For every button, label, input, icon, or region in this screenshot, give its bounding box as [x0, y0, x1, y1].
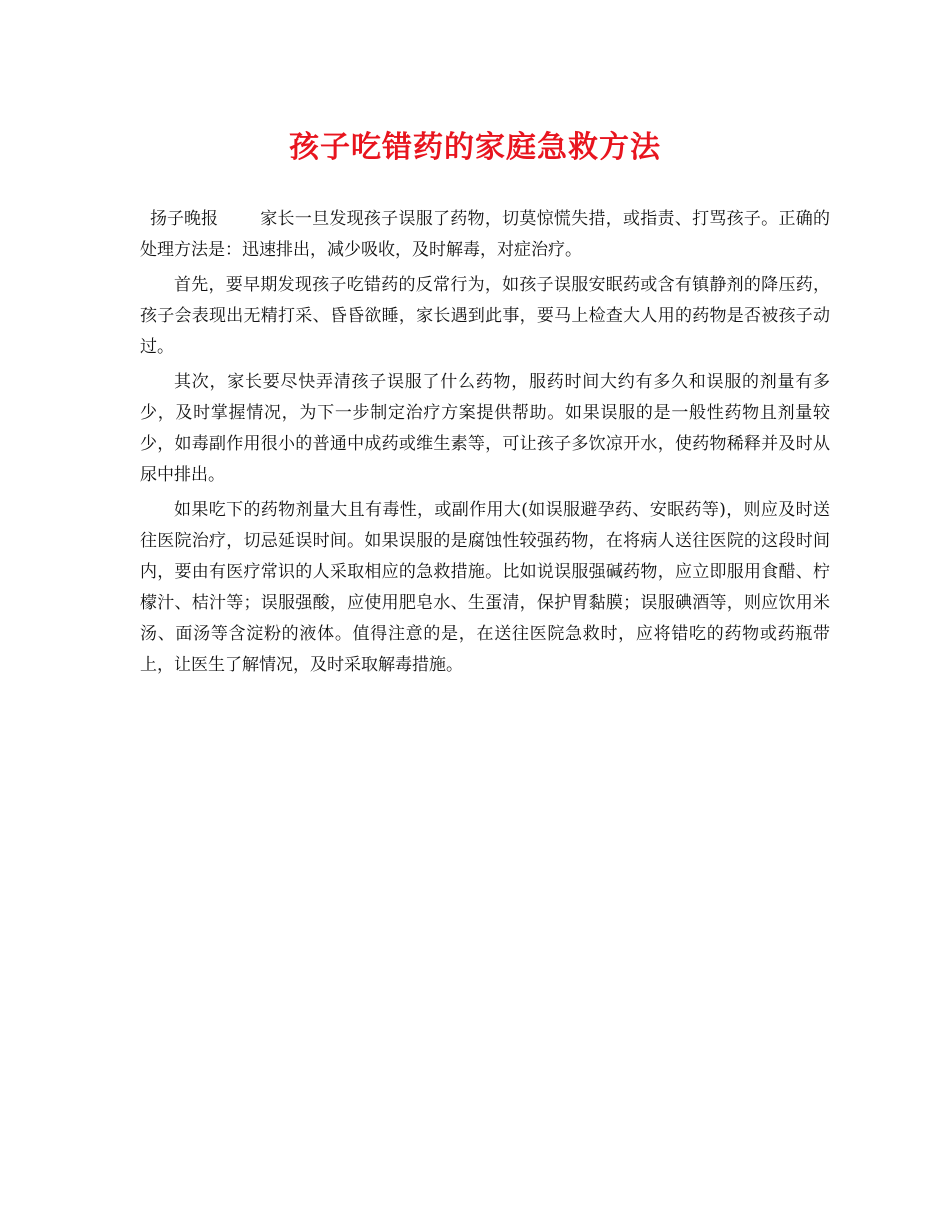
- paragraph-1: [140, 204, 830, 266]
- document-body: [140, 204, 830, 685]
- document-title: 孩子吃错药的家庭急救方法: [289, 130, 661, 165]
- paragraph-4: 如果吃下的药物剂量大且有毒性，或副作用大(如误服避孕药、安眠药等)，则应及时送往医院治疗，切忌延误时间。如果误服的是腐蚀性较强药物，在将病人送往医院的这段时间内，要由有医疗常识的人采取相应的急救措施。比如说误服强碱药物，应立即服用食醋、柠檬汁、桔汁等；误服强酸，应使用肥皂水、生蛋清，保护胃黏膜；误服碘酒等，则应饮用米汤、面汤等含淀粉的液体。值得注意的是，在送往医院急救时，应将错吃的药物或药瓶带上，让医生了解情况，及时采取解毒措施。: [140, 500, 830, 675]
- paragraph-3: 其次，家长要尽快弄清孩子误服了什么药物，服药时间大约有多久和误服的剂量有多少，及时掌握情况，为下一步制定治疗方案提供帮助。如果误服的是一般性药物且剂量较少，如毒副作用很小的普通中成药或维生素等，可让孩子多饮凉开水，使药物稀释并及时从尿中排出。: [140, 372, 830, 485]
- paragraph-1-text: 家长一旦发现孩子误服了药物，切莫惊慌失措，或指责、打骂孩子。正确的处理方法是：迅速排出，减少吸收，及时解毒，对症治疗。: [140, 209, 830, 260]
- source-label: 扬子晚报: [150, 209, 218, 229]
- paragraph-2: 首先，要早期发现孩子吃错药的反常行为，如孩子误服安眠药或含有镇静剂的降压药，孩子会表现出无精打采、昏昏欲睡，家长遇到此事，要马上检查大人用的药物是否被孩子动过。: [140, 275, 830, 357]
